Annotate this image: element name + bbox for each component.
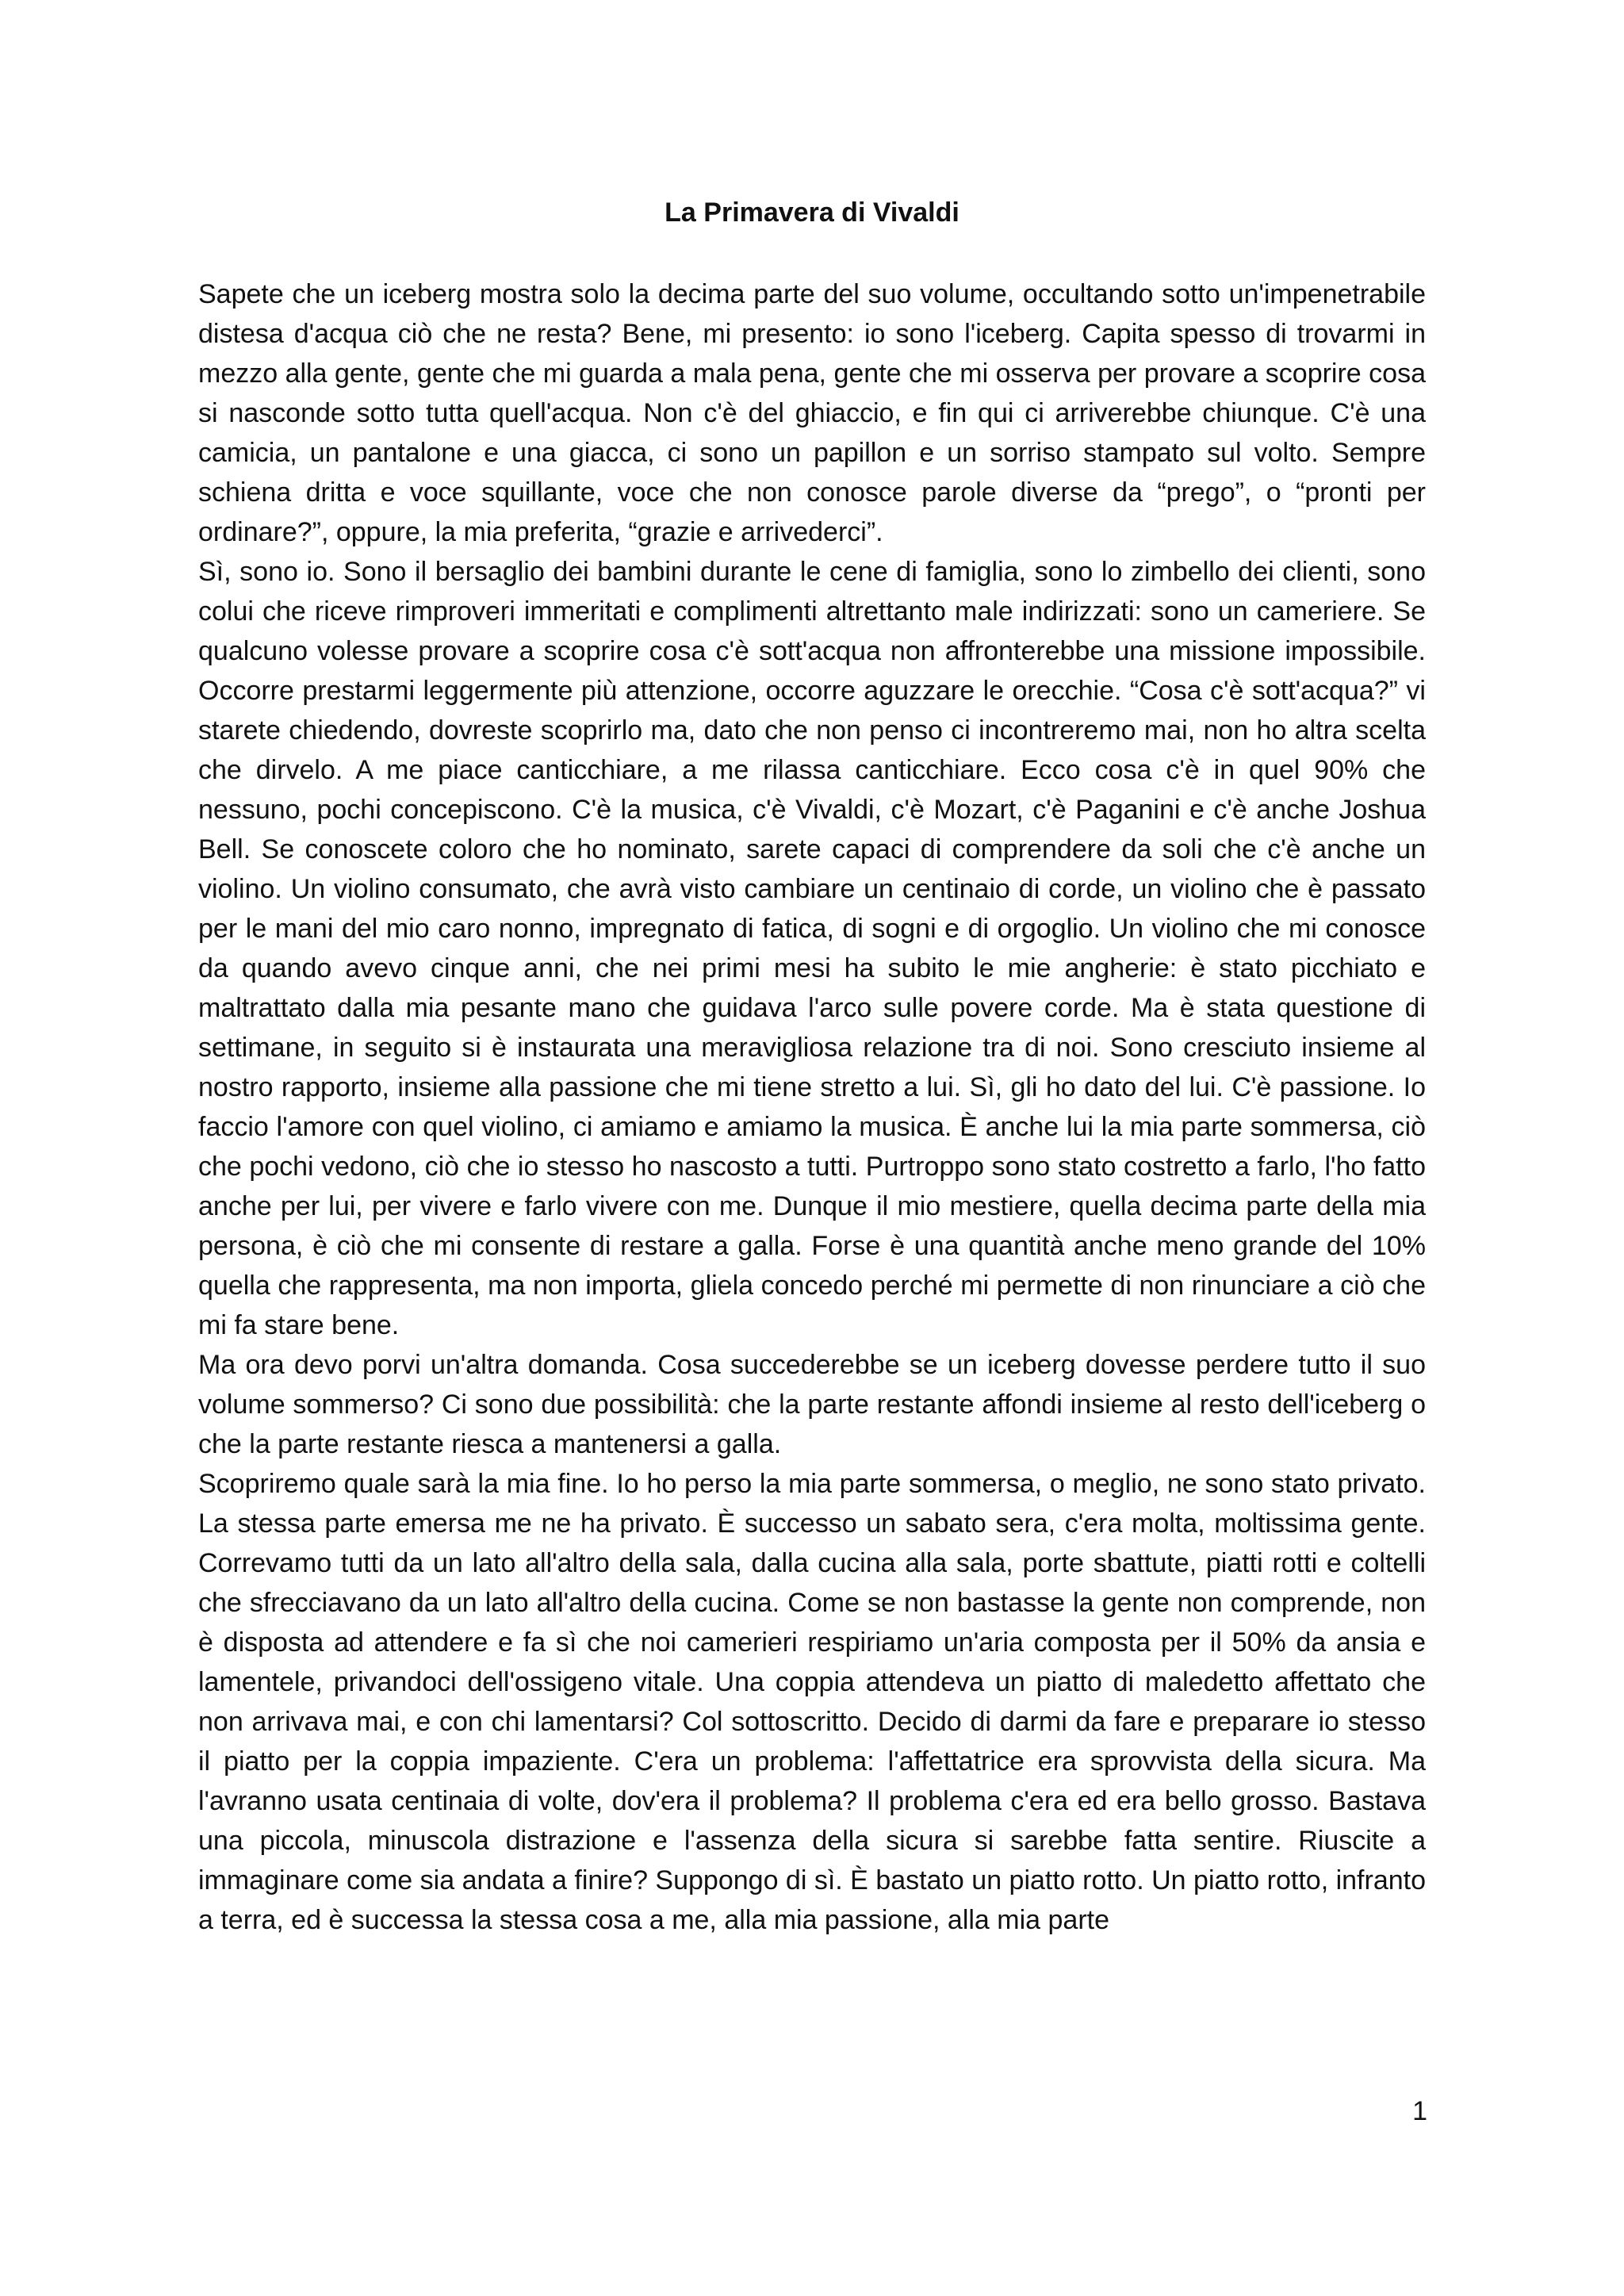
paragraph: Sapete che un iceberg mostra solo la decima parte del suo volume, occultando sotto un'impenetrabile distesa d'acqua ciò che ne resta? Bene, mi presento: io sono l'iceberg. Capita spesso di trovarmi in mezzo alla gente, gente che mi guarda a mala pena, gente che mi osserva per provare a scoprire cosa si nasconde sotto tutta quell'acqua. Non c'è del ghiaccio, e fin qui ci arriverebbe chiunque. C'è una camicia, un pantalone e una giacca, ci sono un papillon e un sorriso stampato sul volto. Sempre schiena dritta e voce squillante, voce che non conosce parole diverse da “prego”, o “pronti per ordinare?”, oppure, la mia preferita, “grazie e arrivederci”. [198,279,1426,547]
document-body [198,274,1426,1940]
paragraph: Sì, sono io. Sono il bersaglio dei bambini durante le cene di famiglia, sono lo zimbello dei clienti, sono colui che riceve rimproveri immeritati e complimenti altrettanto male indirizzati: sono un cameriere. Se qualcuno volesse provare a scoprire cosa c'è sott'acqua non affronterebbe una missione impossibile. Occorre prestarmi leggermente più attenzione, occorre aguzzare le orecchie. “Cosa c'è sott'acqua?” vi starete chiedendo, dovreste scoprirlo ma, dato che non penso ci incontreremo mai, non ho altra scelta che dirvelo. A me piace canticchiare, a me rilassa canticchiare. Ecco cosa c'è in quel 90% che nessuno, pochi concepiscono. C'è la musica, c'è Vivaldi, c'è Mozart, c'è Paganini e c'è anche Joshua Bell. Se conoscete coloro che ho nominato, sarete capaci di comprendere da soli che c'è anche un violino. Un violino consumato, che avrà visto cambiare un centinaio di corde, un violino che è passato per le mani del mio caro nonno, impregnato di fatica, di sogni e di orgoglio. Un violino che mi conosce da quando avevo cinque anni, che nei primi mesi ha subito le mie angherie: è stato picchiato e maltrattato dalla mia pesante mano che guidava l'arco sulle povere corde. Ma è stata questione di settimane, in seguito si è instaurata una meravigliosa relazione tra di noi. Sono cresciuto insieme al nostro rapporto, insieme alla passione che mi tiene stretto a lui. Sì, gli ho dato del lui. C'è passione. Io faccio l'amore con quel violino, ci amiamo e amiamo la musica. È anche lui la mia parte sommersa, ciò che pochi vedono, ciò che io stesso ho nascosto a tutti. Purtroppo sono stato costretto a farlo, l'ho fatto anche per lui, per vivere e farlo vivere con me. Dunque il mio mestiere, quella decima parte della mia persona, è ciò che mi consente di restare a galla. Forse è una quantità anche meno grande del 10% quella che rappresenta, ma non importa, gliela concedo perché mi permette di non rinunciare a ciò che mi fa stare bene. [198,557,1426,1340]
page-number: 1 [1412,2096,1427,2126]
paragraph: Ma ora devo porvi un'altra domanda. Cosa succederebbe se un iceberg dovesse perdere tutto il suo volume sommerso? Ci sono due possibilità: che la parte restante affondi insieme al resto dell'iceberg o che la parte restante riesca a mantenersi a galla. [198,1350,1426,1459]
document-title: La Primavera di Vivaldi [665,197,959,228]
paragraph: Scopriremo quale sarà la mia fine. Io ho perso la mia parte sommersa, o meglio, ne sono stato privato. La stessa parte emersa me ne ha privato. È successo un sabato sera, c'era molta, moltissima gente. Correvamo tutti da un lato all'altro della sala, dalla cucina alla sala, porte sbattute, piatti rotti e coltelli che sfrecciavano da un lato all'altro della cucina. Come se non bastasse la gente non comprende, non è disposta ad attendere e fa sì che noi camerieri respiriamo un'aria composta per il 50% da ansia e lamentele, privandoci dell'ossigeno vitale. Una coppia attendeva un piatto di maledetto affettato che non arrivava mai, e con chi lamentarsi? Col sottoscritto. Decido di darmi da fare e preparare io stesso il piatto per la coppia impaziente. C'era un problema: l'affettatrice era sprovvista della sicura. Ma l'avranno usata centinaia di volte, dov'era il problema? Il problema c'era ed era bello grosso. Bastava una piccola, minuscola distrazione e l'assenza della sicura si sarebbe fatta sentire. Riuscite a immaginare come sia andata a finire? Suppongo di sì. È bastato un piatto rotto. Un piatto rotto, infranto a terra, ed è successa la stessa cosa a me, alla mia passione, alla mia parte [198,1469,1426,1935]
